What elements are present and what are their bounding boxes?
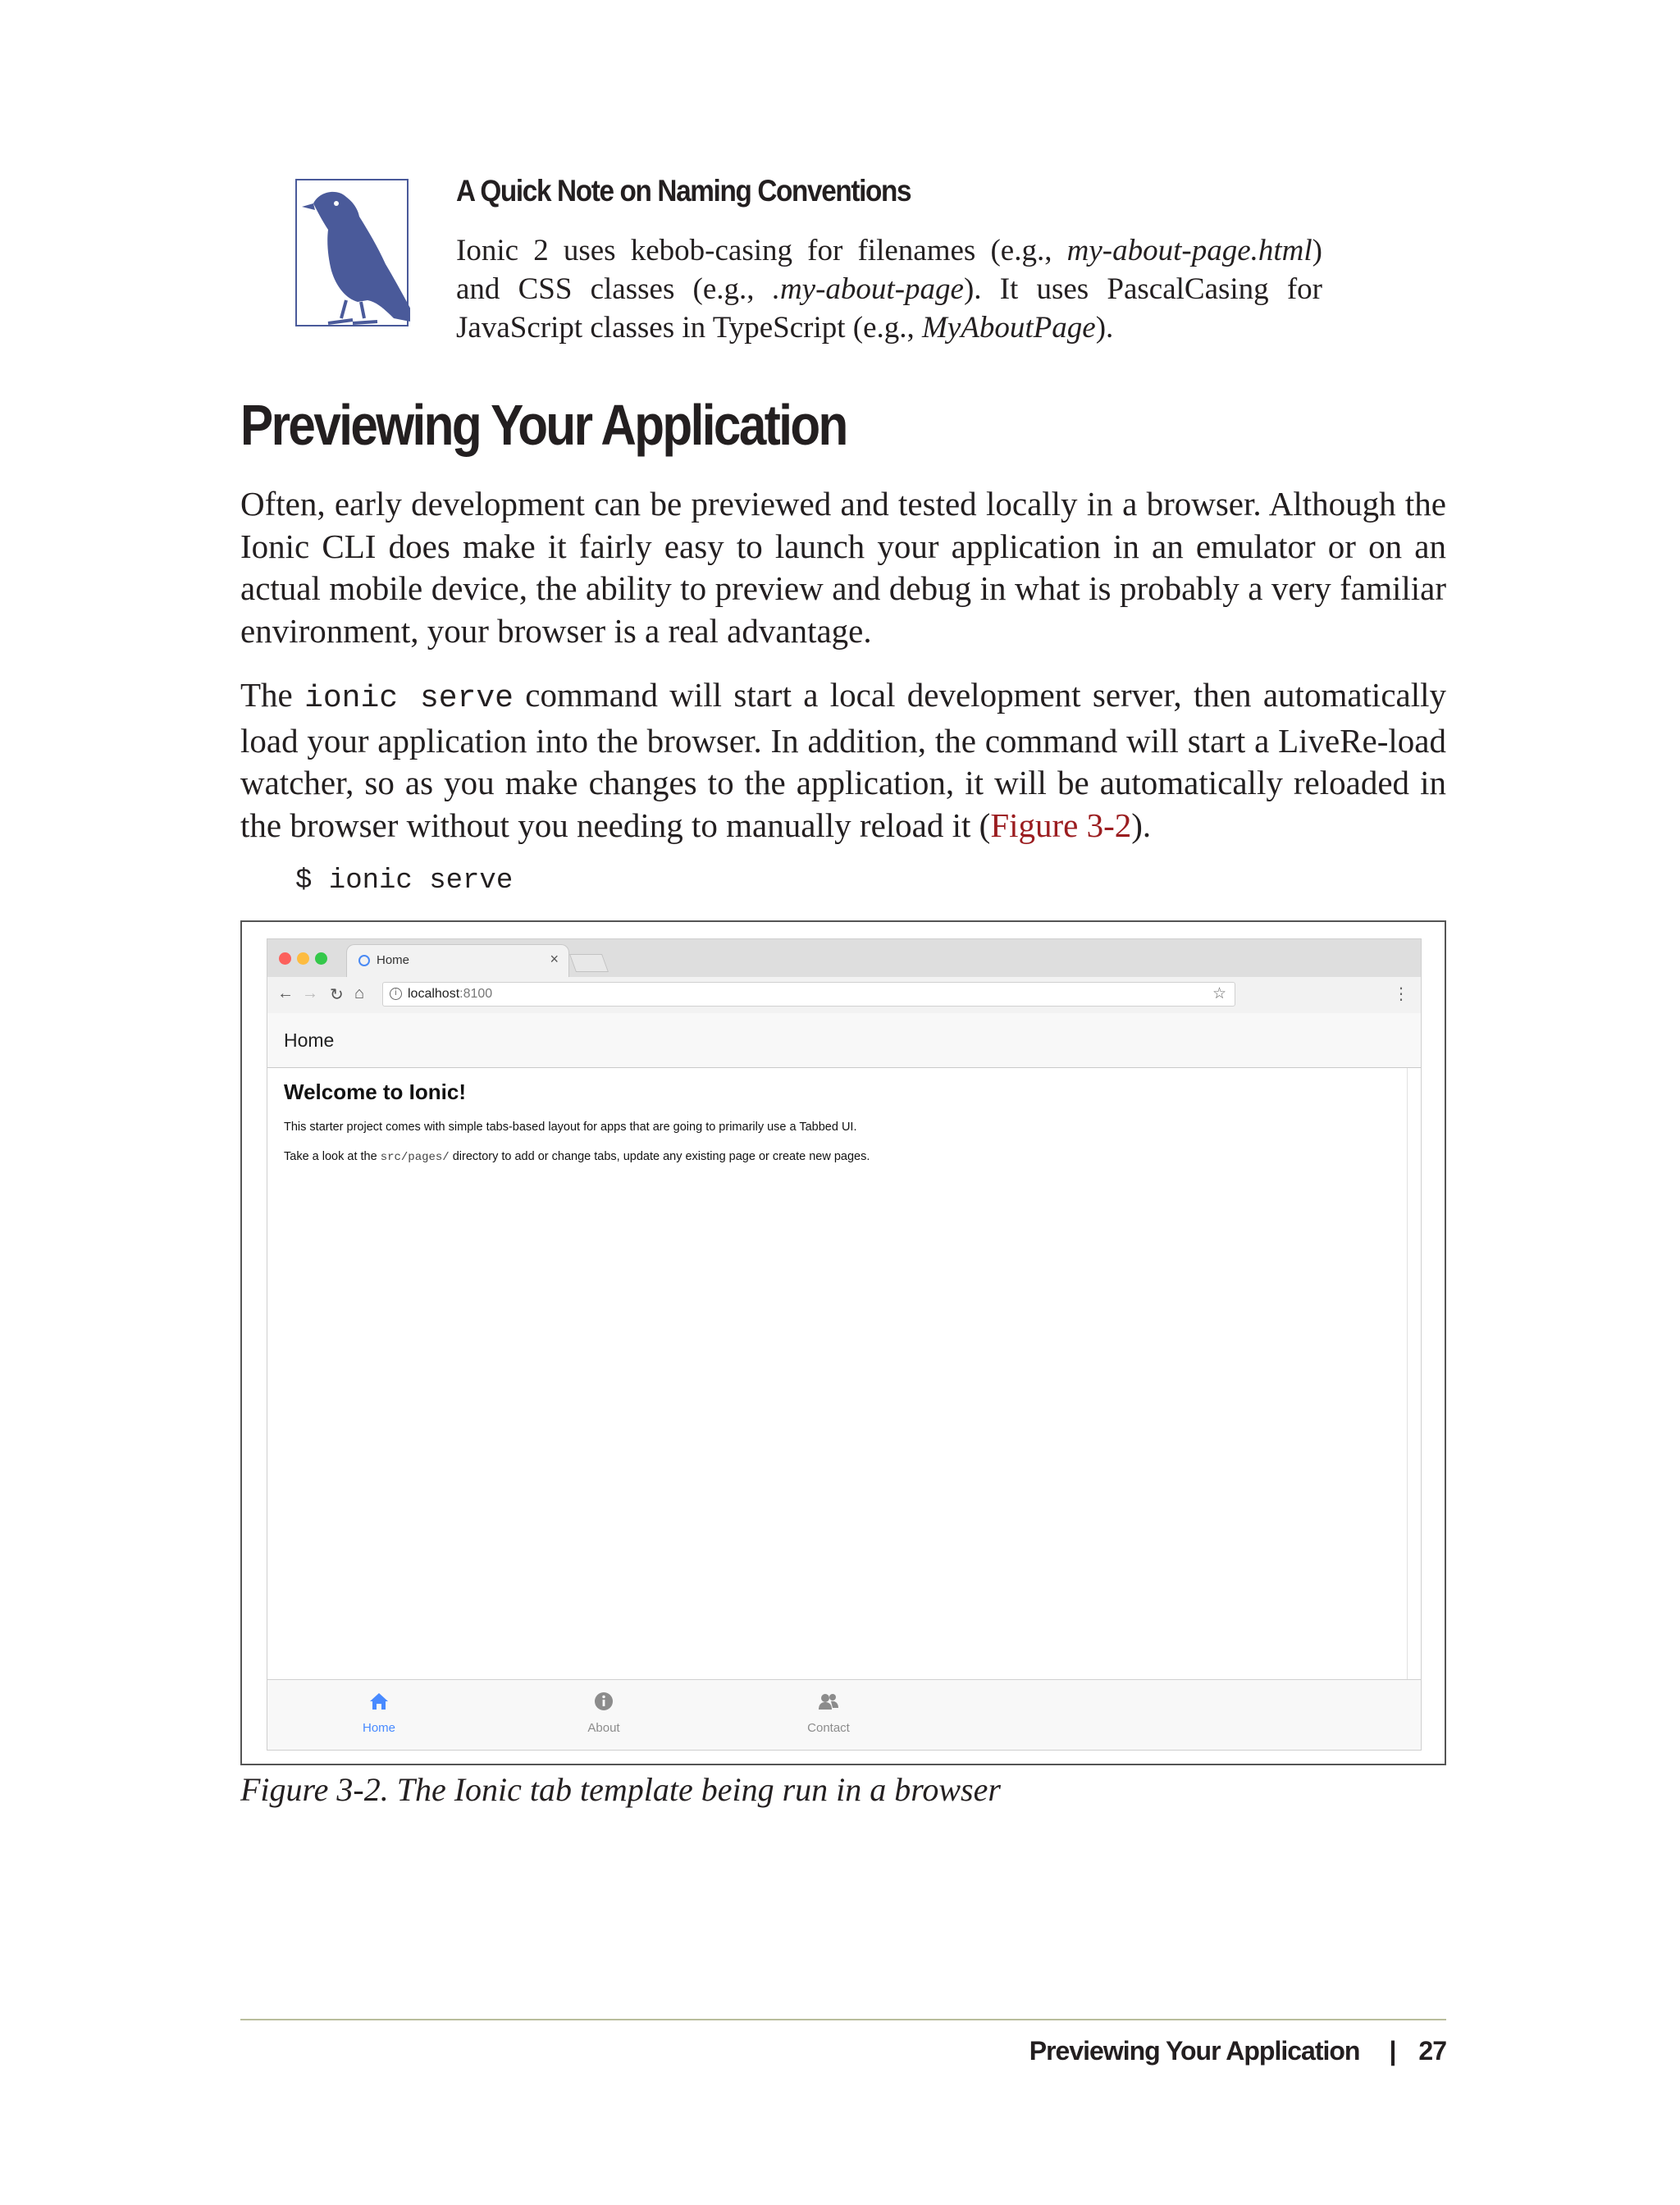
- tab-label: Contact: [807, 1721, 850, 1735]
- tab-label: About: [587, 1721, 620, 1735]
- tab-contact[interactable]: [730, 1680, 927, 1751]
- ionic-favicon-icon: [358, 955, 370, 966]
- paragraph: The ionic serve command will start a local development server, then automatically load your application into the browser. In addition, the command will start a LiveRe‑load watcher, so as you make changes to the application, it will be automatically reloaded in the browser without you needing to manually reload it (Figure 3-2).: [240, 676, 1446, 844]
- browser-toolbar: [267, 977, 1421, 1014]
- figure-3-2: [240, 920, 1446, 1765]
- section-heading: Previewing Your Application: [240, 393, 847, 457]
- bookmark-star-icon[interactable]: ☆: [1212, 985, 1226, 1002]
- url-text: localhost:8100: [408, 987, 493, 1001]
- reload-icon[interactable]: ↻: [330, 986, 344, 1004]
- welcome-heading: Welcome to Ionic!: [284, 1080, 466, 1104]
- tab-home[interactable]: [281, 1680, 477, 1751]
- inline-code: ionic serve: [304, 681, 514, 716]
- minimize-window-dot[interactable]: [297, 952, 309, 965]
- note-title: A Quick Note on Naming Conventions: [456, 174, 911, 208]
- app-tab-bar: [267, 1679, 1421, 1751]
- tab-about[interactable]: [505, 1680, 702, 1751]
- info-circle-icon: [592, 1690, 615, 1713]
- app-header: [267, 1013, 1421, 1068]
- home-button-icon[interactable]: ⌂: [354, 984, 365, 1002]
- note-body: [456, 174, 1322, 347]
- browser-tab[interactable]: [346, 944, 569, 978]
- footer-rule: [240, 2019, 1446, 2020]
- code-block: $ ionic serve: [295, 865, 514, 897]
- kebab-menu-icon[interactable]: ⋮: [1393, 985, 1409, 1003]
- new-tab-button[interactable]: [569, 954, 609, 972]
- figure-caption: Figure 3-2. The Ionic tab template being run in a browser: [240, 1771, 1001, 1808]
- app-header-title: Home: [284, 1029, 335, 1051]
- page-number: 27: [1418, 2036, 1446, 2066]
- close-window-dot[interactable]: [279, 952, 291, 965]
- pages-hint: Take a look at the src/pages/ directory to add or change tabs, update any existing page or create new pages.: [284, 1150, 870, 1164]
- browser-tab-strip: [267, 939, 1421, 977]
- maximize-window-dot[interactable]: [315, 952, 327, 965]
- naming-note: [295, 174, 1329, 371]
- paragraph: Often, early development can be previewed and tested locally in a browser. Although the Ionic CLI does make it fairly easy to launch your application in an emulator or on an actual mobile device, the ability to preview and debug in what is probably a very familiar environment, your browser is a real advantage.: [240, 485, 1446, 650]
- close-icon[interactable]: ×: [550, 951, 559, 967]
- footer-section-title: Previewing Your Application: [1029, 2036, 1360, 2066]
- note-text: Ionic 2 uses kebob-casing for filenames (e.g., my-about-page.html) and CSS classes (e.g., .my-about-page). It uses PascalCasing for JavaScript classes in TypeScript (e.g., MyAboutPage).: [456, 234, 1322, 345]
- back-arrow-icon[interactable]: ←: [277, 984, 294, 1002]
- browser-tab-title: Home: [377, 953, 410, 967]
- tab-label: Home: [362, 1721, 395, 1735]
- contacts-icon: [817, 1690, 840, 1713]
- page-footer: [1029, 2036, 1446, 2066]
- forward-arrow-icon[interactable]: →: [302, 984, 318, 1002]
- footer-separator: |: [1389, 2036, 1396, 2066]
- app-content: [267, 1068, 1421, 1679]
- figure-link[interactable]: Figure 3-2: [990, 806, 1132, 844]
- info-icon[interactable]: i: [390, 988, 402, 1000]
- starter-description: This starter project comes with simple tabs-based layout for apps that are going to primarily use a Tabbed UI.: [284, 1121, 857, 1134]
- scrollbar[interactable]: [1407, 1068, 1408, 1679]
- address-bar[interactable]: [382, 982, 1235, 1007]
- crow-icon: [295, 179, 410, 335]
- browser-window: [267, 938, 1422, 1751]
- home-icon: [368, 1690, 390, 1713]
